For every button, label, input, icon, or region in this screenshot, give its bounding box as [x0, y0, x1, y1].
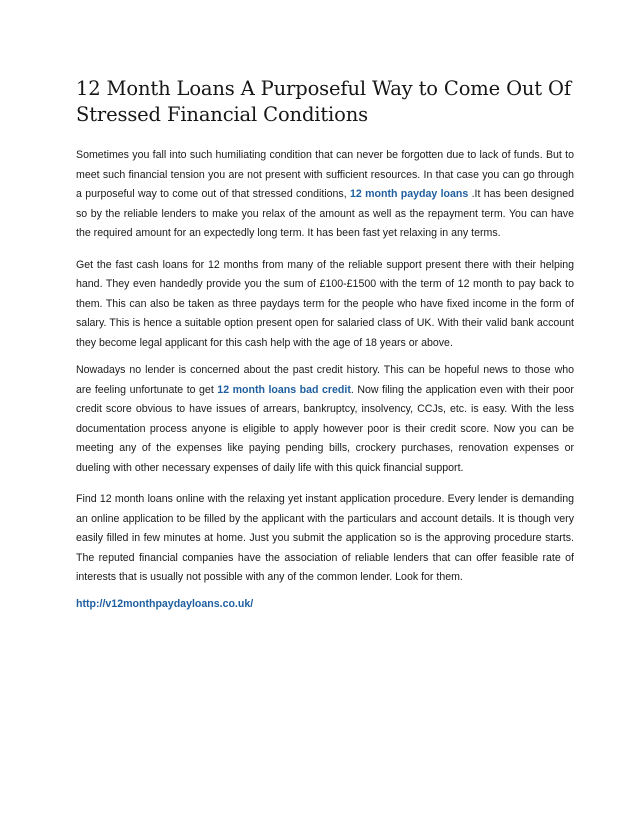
website-url-link[interactable]: http://v12monthpaydayloans.co.uk/ — [76, 597, 254, 610]
document-title: 12 Month Loans A Purposeful Way to Come Out Of Stressed Financial Conditions — [76, 77, 571, 126]
paragraph-credit-history — [76, 361, 574, 478]
paragraph-text: .It has been designed so by the reliable lenders to make you relax of the amount as well as the repayment term. You can have the required amount for an expectedly long term. It has been fast yet relaxing in any terms. — [76, 188, 574, 239]
paragraph-text: Nowadays no lender is concerned about the past credit history. This can be hopeful news to those who are feeling unfortunate to get — [76, 364, 574, 396]
payday-loans-link[interactable]: 12 month payday loans — [350, 188, 469, 200]
paragraph-intro — [76, 146, 574, 244]
paragraph-text: Sometimes you fall into such humiliating condition that can never be forgotten due to lack of funds. But to meet such financial tension you are not present with sufficient resources. In that case you can go through a purposeful way to come out of that stressed conditions, — [76, 149, 574, 200]
paragraph-online-application: Find 12 month loans online with the relaxing yet instant application procedure. Every lender is demanding an online application to be filled by the applicant with the particulars and account details. It is though very easily filled in few minutes at home. Just you submit the application so is the approving procedure starts. The reputed financial companies have the association of reliable lenders that can offer feasible rate of interests that is usually not possible with any of the common lender. Look for them. — [76, 493, 574, 583]
bad-credit-loans-link[interactable]: 12 month loans bad credit — [217, 383, 351, 396]
paragraph-text: . Now filing the application even with their poor credit score obvious to have issues of arrears, bankruptcy, insolvency, CCJs, etc. is easy. With the less documentation process anyone is eligible to apply however poor is their credit score. Now you can be meeting any of the expenses like paying pending bills, crockery purchases, renovation expenses or dueling with other necessary expenses of daily life with this quick financial support. — [76, 383, 574, 474]
paragraph-fast-cash: Get the fast cash loans for 12 months from many of the reliable support present there with their helping hand. They even handedly provide you the sum of £100-£1500 with the term of 12 month to pay back to them. This can also be taken as three paydays term for the people who have fixed income in the form of salary. This is hence a suitable option present open for salaried class of UK. With their valid bank account they become legal applicant for this cash help with the age of 18 years or above. — [76, 258, 574, 349]
